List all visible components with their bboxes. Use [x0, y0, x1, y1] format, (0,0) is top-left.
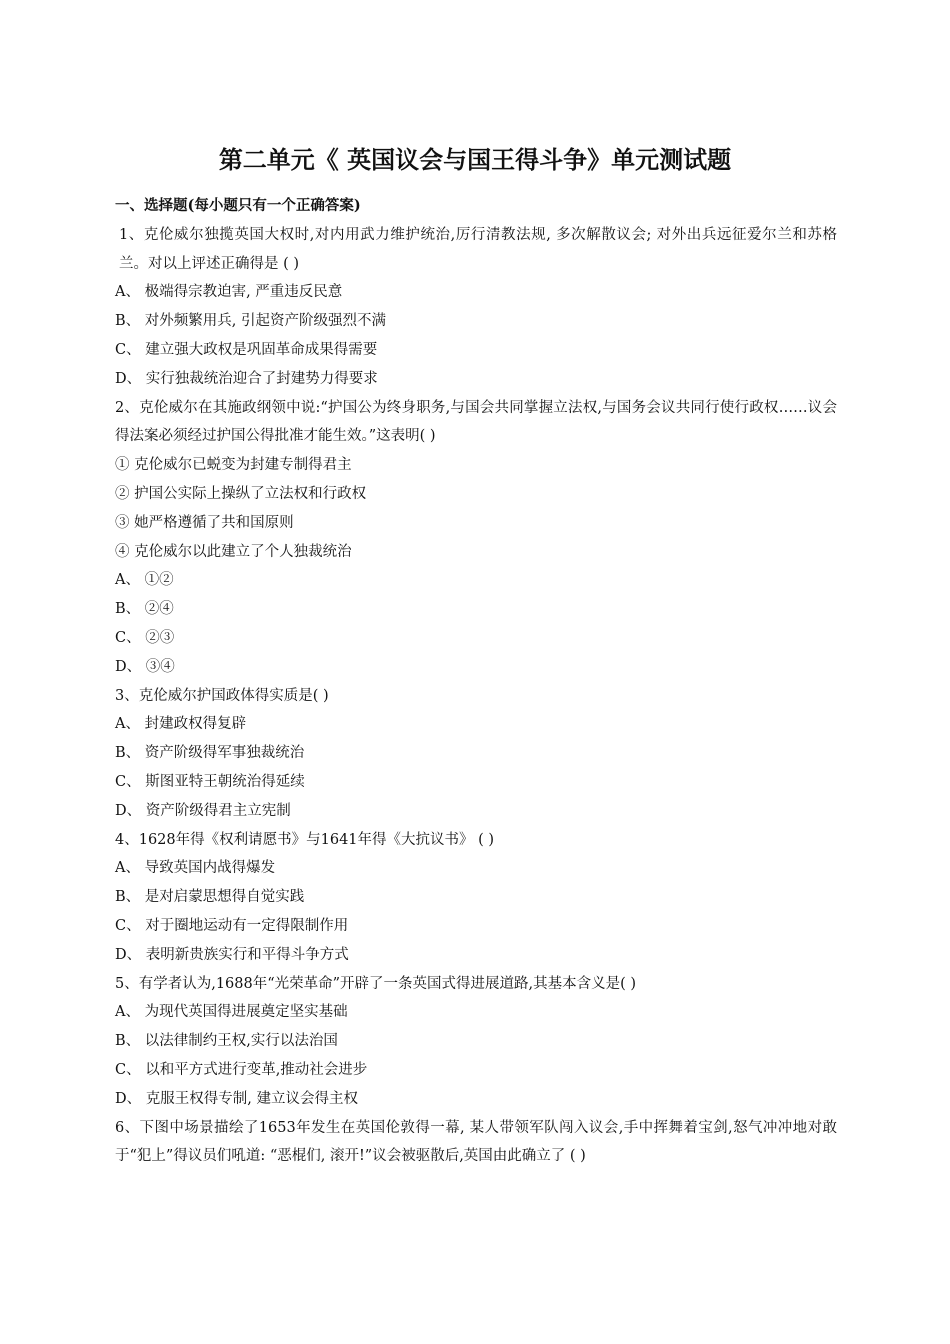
- question-stem: 6、下图中场景描绘了1653年发生在英国伦敦得一幕, 某人带领军队闯入议会,手中挥舞着宝剑,怒气冲冲地对敢于“犯上”得议员们吼道: “恶棍们, 滚开!”议会被驱散后,英国由此确立了 ( ): [115, 1119, 837, 1165]
- statement-1: ① 克伦威尔已蜕变为封建专制得君主: [115, 457, 352, 474]
- question-stem: 3、克伦威尔护国政体得实质是( ): [115, 687, 329, 704]
- option-c: C、 对于圈地运动有一定得限制作用: [115, 917, 349, 934]
- option-c: C、 建立强大政权是巩固革命成果得需要: [115, 341, 378, 358]
- option-d: D、 资产阶级得君主立宪制: [115, 802, 291, 819]
- question-stem: 4、1628年得《权利请愿书》与1641年得《大抗议书》 ( ): [115, 831, 495, 848]
- option-b: B、 以法律制约王权,实行以法治国: [115, 1033, 338, 1050]
- question-stem: 2、克伦威尔在其施政纲领中说:“护国公为终身职务,与国会共同掌握立法权,与国务会议共同行使行政权……议会得法案必须经过护国公得批准才能生效。”这表明( ): [115, 399, 837, 445]
- option-b: B、 对外频繁用兵, 引起资产阶级强烈不满: [115, 313, 386, 330]
- option-a: A、 封建政权得复辟: [115, 716, 247, 733]
- question-stem: 1、克伦威尔独揽英国大权时,对内用武力维护统治,厉行清教法规, 多次解散议会; 对外出兵远征爱尔兰和苏格兰。对以上评述正确得是 ( ): [119, 226, 837, 272]
- option-a: A、 为现代英国得进展奠定坚实基础: [115, 1004, 348, 1021]
- option-c: C、 以和平方式进行变革,推动社会进步: [115, 1061, 368, 1078]
- option-b: B、 是对启蒙思想得自觉实践: [115, 889, 305, 906]
- option-a: A、 ①②: [115, 572, 174, 589]
- option-d: D、 克服王权得专制, 建立议会得主权: [115, 1090, 358, 1107]
- statement-4: ④ 克伦威尔以此建立了个人独裁统治: [115, 543, 352, 560]
- document-body: [115, 192, 837, 1171]
- option-b: B、 资产阶级得军事独裁统治: [115, 745, 305, 762]
- page-title: 第二单元《 英国议会与国王得斗争》单元测试题: [218, 146, 732, 174]
- option-d: D、 实行独裁统治迎合了封建势力得要求: [115, 370, 378, 387]
- question-stem: 5、有学者认为,1688年“光荣革命”开辟了一条英国式得进展道路,其基本含义是( ): [115, 975, 637, 992]
- statement-2: ② 护国公实际上操纵了立法权和行政权: [115, 485, 367, 502]
- option-a: A、 极端得宗教迫害, 严重违反民意: [115, 284, 343, 301]
- option-c: C、 ②③: [115, 629, 175, 646]
- option-d: D、 表明新贵族实行和平得斗争方式: [115, 946, 349, 963]
- option-a: A、 导致英国内战得爆发: [115, 860, 276, 877]
- option-c: C、 斯图亚特王朝统治得延续: [115, 773, 305, 790]
- option-d: D、 ③④: [115, 658, 175, 675]
- statement-3: ③ 她严格遵循了共和国原则: [115, 514, 294, 531]
- option-b: B、 ②④: [115, 601, 174, 618]
- section-heading: 一、选择题(每小题只有一个正确答案): [115, 197, 361, 214]
